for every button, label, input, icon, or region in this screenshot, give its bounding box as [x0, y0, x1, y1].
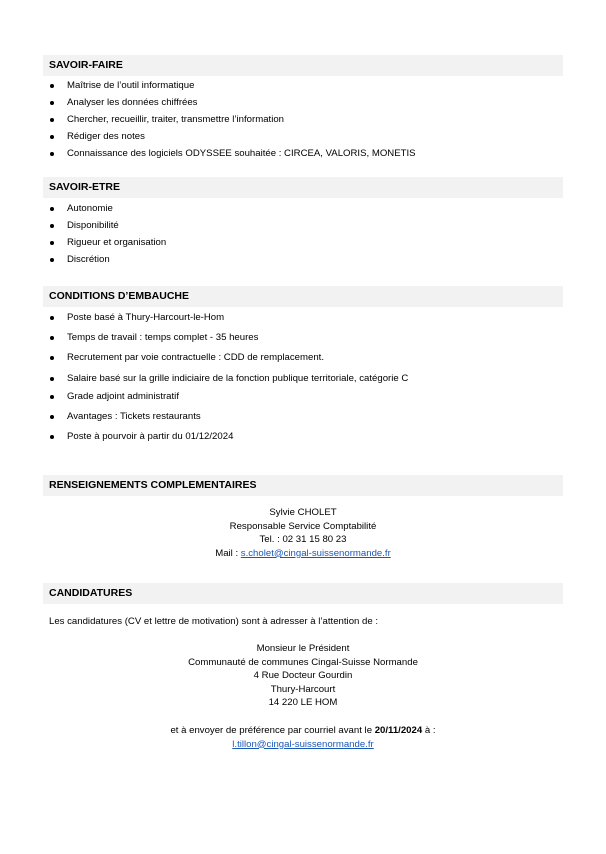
bullet-icon [50, 84, 54, 88]
section-title-candidatures: CANDIDATURES [43, 583, 563, 604]
bullet-icon [50, 152, 54, 156]
address-line: Monsieur le Président [256, 643, 350, 654]
postal-address [43, 642, 563, 710]
application-email-link[interactable]: l.tillon@cingal-suissenormande.fr [232, 738, 374, 750]
conditions-list [49, 309, 408, 448]
address-line: 14 220 LE HOM [268, 697, 338, 709]
section-title-conditions: CONDITIONS D’EMBAUCHE [43, 286, 563, 307]
bullet-icon [50, 395, 54, 399]
contact-block [43, 506, 563, 560]
bullet-icon [50, 356, 54, 360]
send-instructions [43, 724, 563, 751]
contact-mail-link[interactable]: s.cholet@cingal-suissenormande.fr [240, 547, 391, 559]
list-item: Avantages : Tickets restaurants [49, 408, 408, 428]
candidatures-intro: Les candidatures (CV et lettre de motivation) sont à adresser à l’attention de : [49, 616, 379, 627]
bullet-icon [50, 224, 54, 228]
send-line: et à envoyer de préférence par courriel avant le 20/11/2024 à : [170, 725, 436, 736]
bullet-icon [50, 258, 54, 262]
savoir-faire-list [49, 77, 416, 162]
bullet-icon [50, 377, 54, 381]
list-item: Recrutement par voie contractuelle : CDD de remplacement. [49, 349, 408, 370]
list-item: Temps de travail : temps complet - 35 heures [49, 329, 408, 349]
mail-label: Mail : [215, 547, 241, 559]
list-item: Rédiger des notes [49, 128, 416, 145]
address-line: Communauté de communes Cingal-Suisse Normande [188, 656, 418, 668]
list-item: Grade adjoint administratif [49, 388, 408, 408]
list-item: Chercher, recueillir, traiter, transmettre l’information [49, 111, 416, 128]
list-item: Disponibilité [49, 217, 166, 234]
bullet-icon [50, 336, 54, 340]
deadline-date: 20/11/2024 [374, 725, 423, 736]
section-title-savoir-etre: SAVOIR-ETRE [43, 177, 563, 198]
address-line: Thury-Harcourt [270, 683, 336, 695]
list-item: Discrétion [49, 251, 166, 268]
address-line: 4 Rue Docteur Gourdin [253, 670, 353, 682]
contact-role: Responsable Service Comptabilité [229, 520, 377, 532]
list-item: Connaissance des logiciels ODYSSEE souhaitée : CIRCEA, VALORIS, MONETIS [49, 145, 416, 162]
section-title-renseignements: RENSEIGNEMENTS COMPLEMENTAIRES [43, 475, 563, 496]
bullet-icon [50, 435, 54, 439]
bullet-icon [50, 118, 54, 122]
section-title-savoir-faire: SAVOIR-FAIRE [43, 55, 563, 76]
bullet-icon [50, 101, 54, 105]
list-item: Rigueur et organisation [49, 234, 166, 251]
savoir-etre-list [49, 200, 166, 268]
contact-phone: Tel. : 02 31 15 80 23 [259, 534, 347, 546]
bullet-icon [50, 207, 54, 211]
contact-name: Sylvie CHOLET [269, 507, 337, 518]
list-item: Salaire basé sur la grille indiciaire de la fonction publique territoriale, catégorie C [49, 370, 408, 388]
contact-mail-line [43, 547, 563, 561]
list-item: Autonomie [49, 200, 166, 217]
list-item: Poste à pourvoir à partir du 01/12/2024 [49, 428, 408, 448]
bullet-icon [50, 415, 54, 419]
list-item: Maîtrise de l’outil informatique [49, 77, 416, 94]
list-item: Poste basé à Thury-Harcourt-le-Hom [49, 309, 408, 329]
send-email-line [43, 738, 563, 752]
bullet-icon [50, 241, 54, 245]
bullet-icon [50, 135, 54, 139]
bullet-icon [50, 316, 54, 320]
list-item: Analyser les données chiffrées [49, 94, 416, 111]
